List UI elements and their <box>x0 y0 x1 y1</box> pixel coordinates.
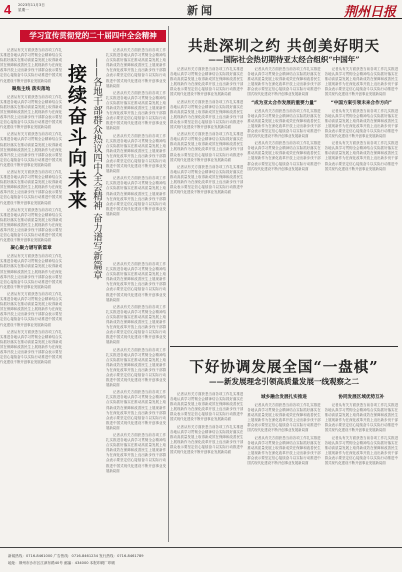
article1-subtitle-2: “中国方案引领未来合作方向” <box>330 100 392 106</box>
column-banner: 学习宣传贯彻党的二十届四中全会精神 <box>20 30 166 42</box>
masthead <box>0 0 402 19</box>
article2-subtitle-1: 城乡融合发展扎实推进 <box>261 395 307 400</box>
body-text: 记者从有关方面获悉当前各项工作扎实推进各地认真学习贯彻全会精神结合实际抓好落实在推动高质量发展上取得新成效在保障和改善民生上展现新作为在深化改革开放上迈出新步伐干部群众表示要坚定信心接续奋斗以实际行动推进中国式现代化建设不断开创事业发展新局面 <box>170 424 244 455</box>
body-text: 记者从有关方面获悉当前各项工作扎实推进各地认真学习贯彻全会精神结合实际抓好落实在推动高质量发展上取得新成效在保障和改善民生上展现新作为在深化改革开放上迈出新步伐干部群众表示要坚定信心接续奋斗以实际行动推进中国式现代化建设不断开创事业发展新局面 <box>106 133 166 174</box>
body-text: 记者从有关方面获悉当前各项工作扎实推进各地认真学习贯彻全会精神结合实际抓好落实在推动高质量发展上取得新成效在保障和改善民生上展现新作为在深化改革开放上迈出新步伐干部群众表示要坚定信心接续奋斗以实际行动推进中国式现代化建设不断开创事业发展新局面 <box>247 403 321 433</box>
body-text: 记者从有关方面获悉当前各项工作扎实推进各地认真学习贯彻全会精神结合实际抓好落实在推动高质量发展上取得新成效在保障和改善民生上展现新作为在深化改革开放上迈出新步伐干部群众表示要坚定信心接续奋斗以实际行动推进中国式现代化建设不断开创事业发展新局面 <box>170 132 244 162</box>
article1-headline: 共赴深圳之约 共创美好明天 <box>187 38 381 55</box>
section-name: 新闻 <box>187 4 215 17</box>
body-text: 记者从有关方面获悉当前各项工作扎实推进各地认真学习贯彻全会精神结合实际抓好落实在推动高质量发展上取得新成效在保障和改善民生上展现新作为在深化改革开放上迈出新步伐干部群众表示要坚定信心接续奋斗以实际行动推进中国式现代化建设不断开创事业发展新局面 <box>324 141 398 171</box>
body-text: 记者从有关方面获悉当前各项工作扎实推进各地认真学习贯彻全会精神结合实际抓好落实在推动高质量发展上取得新成效在保障和改善民生上展现新作为在深化改革开放上迈出新步伐干部群众表示要坚定信心接续奋斗以实际行动推进中国式现代化建设不断开创事业发展新局面 <box>106 304 166 345</box>
footer-contact: 新闻热线：0716-8461000 广告热线：0716-8461234 发行热线：0716-8461789 <box>8 554 144 558</box>
page-number: 4 <box>4 2 12 17</box>
body-text: 记者从有关方面获悉当前各项工作扎实推进各地认真学习贯彻全会精神结合实际抓好落实在推动高质量发展上取得新成效在保障和改善民生上展现新作为在深化改革开放上迈出新步伐干部群众表示要坚定信心接续奋斗以实际行动推进中国式现代化建设不断开创事业发展新局面 <box>106 433 166 473</box>
body-text: 记者从有关方面获悉当前各项工作扎实推进各地认真学习贯彻全会精神结合实际抓好落实在推动高质量发展上取得新成效在保障和改善民生上展现新作为在深化改革开放上迈出新步伐干部群众表示要坚定信心接续奋斗以实际行动推进中国式现代化建设不断开创事业发展新局面 <box>106 90 166 131</box>
issue-date: 2023年11月3日 <box>18 3 45 7</box>
body-text: 记者从有关方面获悉当前各项工作扎实推进各地认真学习贯彻全会精神结合实际抓好落实在推动高质量发展上取得新成效在保障和改善民生上展现新作为在深化改革开放上迈出新步伐干部群众表示要坚定信心接续奋斗以实际行动推进中国式现代化建设不断开创事业发展新局面 <box>247 141 321 171</box>
body-text: 记者从有关方面获悉当前各项工作扎实推进各地认真学习贯彻全会精神结合实际抓好落实在推动高质量发展上取得新成效在保障和改善民生上展现新作为在深化改革开放上迈出新步伐干部群众表示要坚定信心接续奋斗以实际行动推进中国式现代化建设不断开创事业发展新局面 <box>0 329 62 365</box>
left-column <box>0 48 62 518</box>
body-text: 记者从有关方面获悉当前各项工作扎实推进各地认真学习贯彻全会精神结合实际抓好落实在推动高质量发展上取得新成效在保障和改善民生上展现新作为在深化改革开放上迈出新步伐干部群众表示要坚定信心接续奋斗以实际行动推进中国式现代化建设不断开创事业发展新局面 <box>0 132 62 167</box>
left-subtitle-1: 聚焦主线 落实落地 <box>11 86 51 92</box>
body-text: 记者从有关方面获悉当前各项工作扎实推进各地认真学习贯彻全会精神结合实际抓好落实在推动高质量发展上取得新成效在保障和改善民生上展现新作为在深化改革开放上迈出新步伐干部群众表示要坚定信心接续奋斗以实际行动推进中国式现代化建设不断开创事业发展新局面 <box>106 176 166 216</box>
article1-subheadline: ——国际社会热切期待亚太经合组织“中国年” <box>208 55 360 64</box>
second-column <box>106 48 166 258</box>
feature-title: 接续奋斗向未来 <box>65 64 87 211</box>
body-text: 记者从有关方面获悉当前各项工作扎实推进各地认真学习贯彻全会精神结合实际抓好落实在推动高质量发展上取得新成效在保障和改善民生上展现新作为在深化改革开放上迈出新步伐干部群众表示要坚定信心接续奋斗以实际行动推进中国式现代化建设不断开创事业发展新局面 <box>170 99 244 130</box>
body-text: 记者从有关方面获悉当前各项工作扎实推进各地认真学习贯彻全会精神结合实际抓好落实在推动高质量发展上取得新成效在保障和改善民生上展现新作为在深化改革开放上迈出新步伐干部群众表示要坚定信心接续奋斗以实际行动推进中国式现代化建设不断开创事业发展新局面 <box>170 67 244 97</box>
body-text: 记者从有关方面获悉当前各项工作扎实推进各地认真学习贯彻全会精神结合实际抓好落实在推动高质量发展上取得新成效在保障和改善民生上展现新作为在深化改革开放上迈出新步伐干部群众表示要坚定信心接续奋斗以实际行动推进中国式现代化建设不断开创事业发展新局面 <box>324 108 398 139</box>
body-text: 记者从有关方面获悉当前各项工作扎实推进各地认真学习贯彻全会精神结合实际抓好落实在推动高质量发展上取得新成效在保障和改善民生上展现新作为在深化改革开放上迈出新步伐干部群众表示要坚定信心接续奋斗以实际行动推进中国式现代化建设不断开创事业发展新局面 <box>0 94 62 130</box>
page-footer <box>0 547 402 572</box>
body-text: 记者从有关方面获悉当前各项工作扎实推进各地认真学习贯彻全会精神结合实际抓好落实在推动高质量发展上取得新成效在保障和改善民生上展现新作为在深化改革开放上迈出新步伐干部群众表示要坚定信心接续奋斗以实际行动推进中国式现代化建设不断开创事业发展新局面 <box>106 48 166 88</box>
body-text: 记者从有关方面获悉当前各项工作扎实推进各地认真学习贯彻全会精神结合实际抓好落实在推动高质量发展上取得新成效在保障和改善民生上展现新作为在深化改革开放上迈出新步伐干部群众表示要坚定信心接续奋斗以实际行动推进中国式现代化建设不断开创事业发展新局面 <box>106 262 166 302</box>
body-text: 记者从有关方面获悉当前各项工作扎实推进各地认真学习贯彻全会精神结合实际抓好落实在推动高质量发展上取得新成效在保障和改善民生上展现新作为在深化改革开放上迈出新步伐干部群众表示要坚定信心接续奋斗以实际行动推进中国式现代化建设不断开创事业发展新局面 <box>324 435 398 466</box>
body-text: 记者从有关方面获悉当前各项工作扎实推进各地认真学习贯彻全会精神结合实际抓好落实在推动高质量发展上取得新成效在保障和改善民生上展现新作为在深化改革开放上迈出新步伐干部群众表示要坚定信心接续奋斗以实际行动推进中国式现代化建设不断开创事业发展新局面 <box>170 164 244 195</box>
article2-headline: 下好协调发展全国“一盘棋” <box>189 359 379 376</box>
body-text: 记者从有关方面获悉当前各项工作扎实推进各地认真学习贯彻全会精神结合实际抓好落实在推动高质量发展上取得新成效在保障和改善民生上展现新作为在深化改革开放上迈出新步伐干部群众表示要坚定信心接续奋斗以实际行动推进中国式现代化建设不断开创事业发展新局面 <box>324 67 398 97</box>
column-divider <box>168 26 169 542</box>
issue-weekday: 星期一 <box>18 8 29 12</box>
body-text: 记者从有关方面获悉当前各项工作扎实推进各地认真学习贯彻全会精神结合实际抓好落实在推动高质量发展上取得新成效在保障和改善民生上展现新作为在深化改革开放上迈出新步伐干部群众表示要坚定信心接续奋斗以实际行动推进中国式现代化建设不断开创事业发展新局面 <box>106 347 166 388</box>
body-text: 记者从有关方面获悉当前各项工作扎实推进各地认真学习贯彻全会精神结合实际抓好落实在推动高质量发展上取得新成效在保障和改善民生上展现新作为在深化改革开放上迈出新步伐干部群众表示要坚定信心接续奋斗以实际行动推进中国式现代化建设不断开创事业发展新局面 <box>0 48 62 83</box>
article2-subtitle-2: 协同发展区域优势互补 <box>338 395 385 400</box>
newspaper-logo: 荆州日报 <box>343 5 396 20</box>
body-text: 记者从有关方面获悉当前各项工作扎实推进各地认真学习贯彻全会精神结合实际抓好落实在推动高质量发展上取得新成效在保障和改善民生上展现新作为在深化改革开放上迈出新步伐干部群众表示要坚定信心接续奋斗以实际行动推进中国式现代化建设不断开创事业发展新局面 <box>0 254 62 289</box>
issue-info <box>18 3 45 13</box>
body-text: 记者从有关方面获悉当前各项工作扎实推进各地认真学习贯彻全会精神结合实际抓好落实在推动高质量发展上取得新成效在保障和改善民生上展现新作为在深化改革开放上迈出新步伐干部群众表示要坚定信心接续奋斗以实际行动推进中国式现代化建设不断开创事业发展新局面 <box>106 390 166 430</box>
footer-address: 地址：荆州市沙市区江津东路40号 邮编：434000 本报印刷厂印刷 <box>8 561 115 565</box>
third-column <box>106 262 166 518</box>
body-text: 记者从有关方面获悉当前各项工作扎实推进各地认真学习贯彻全会精神结合实际抓好落实在推动高质量发展上取得新成效在保障和改善民生上展现新作为在深化改革开放上迈出新步伐干部群众表示要坚定信心接续奋斗以实际行动推进中国式现代化建设不断开创事业发展新局面 <box>0 291 62 327</box>
body-text: 记者从有关方面获悉当前各项工作扎实推进各地认真学习贯彻全会精神结合实际抓好落实在推动高质量发展上取得新成效在保障和改善民生上展现新作为在深化改革开放上迈出新步伐干部群众表示要坚定信心接续奋斗以实际行动推进中国式现代化建设不断开创事业发展新局面 <box>324 403 398 433</box>
body-text: 记者从有关方面获悉当前各项工作扎实推进各地认真学习贯彻全会精神结合实际抓好落实在推动高质量发展上取得新成效在保障和改善民生上展现新作为在深化改革开放上迈出新步伐干部群众表示要坚定信心接续奋斗以实际行动推进中国式现代化建设不断开创事业发展新局面 <box>247 67 321 97</box>
body-text: 记者从有关方面获悉当前各项工作扎实推进各地认真学习贯彻全会精神结合实际抓好落实在推动高质量发展上取得新成效在保障和改善民生上展现新作为在深化改革开放上迈出新步伐干部群众表示要坚定信心接续奋斗以实际行动推进中国式现代化建设不断开创事业发展新局面 <box>0 207 62 243</box>
body-text: 记者从有关方面获悉当前各项工作扎实推进各地认真学习贯彻全会精神结合实际抓好落实在推动高质量发展上取得新成效在保障和改善民生上展现新作为在深化改革开放上迈出新步伐干部群众表示要坚定信心接续奋斗以实际行动推进中国式现代化建设不断开创事业发展新局面 <box>170 392 244 422</box>
feature-subtitle: ——各地干部群众热议四中全会精神 奋力谱写新篇章 <box>91 58 102 280</box>
article2-body <box>170 392 398 520</box>
article2-subheadline: ——新发展理念引领高质量发展一线观察之二 <box>209 377 359 386</box>
body-text: 记者从有关方面获悉当前各项工作扎实推进各地认真学习贯彻全会精神结合实际抓好落实在推动高质量发展上取得新成效在保障和改善民生上展现新作为在深化改革开放上迈出新步伐干部群众表示要坚定信心接续奋斗以实际行动推进中国式现代化建设不断开创事业发展新局面 <box>0 169 62 205</box>
left-subtitle-2: 凝心聚力谱写新篇章 <box>10 246 52 252</box>
article-divider <box>170 346 398 347</box>
article1-body <box>170 67 398 340</box>
body-text: 记者从有关方面获悉当前各项工作扎实推进各地认真学习贯彻全会精神结合实际抓好落实在推动高质量发展上取得新成效在保障和改善民生上展现新作为在深化改革开放上迈出新步伐干部群众表示要坚定信心接续奋斗以实际行动推进中国式现代化建设不断开创事业发展新局面 <box>247 435 321 466</box>
article1-subtitle-1: “成为亚太合作发展的重要力量” <box>251 100 317 106</box>
body-text: 记者从有关方面获悉当前各项工作扎实推进各地认真学习贯彻全会精神结合实际抓好落实在推动高质量发展上取得新成效在保障和改善民生上展现新作为在深化改革开放上迈出新步伐干部群众表示要坚定信心接续奋斗以实际行动推进中国式现代化建设不断开创事业发展新局面 <box>247 108 321 139</box>
